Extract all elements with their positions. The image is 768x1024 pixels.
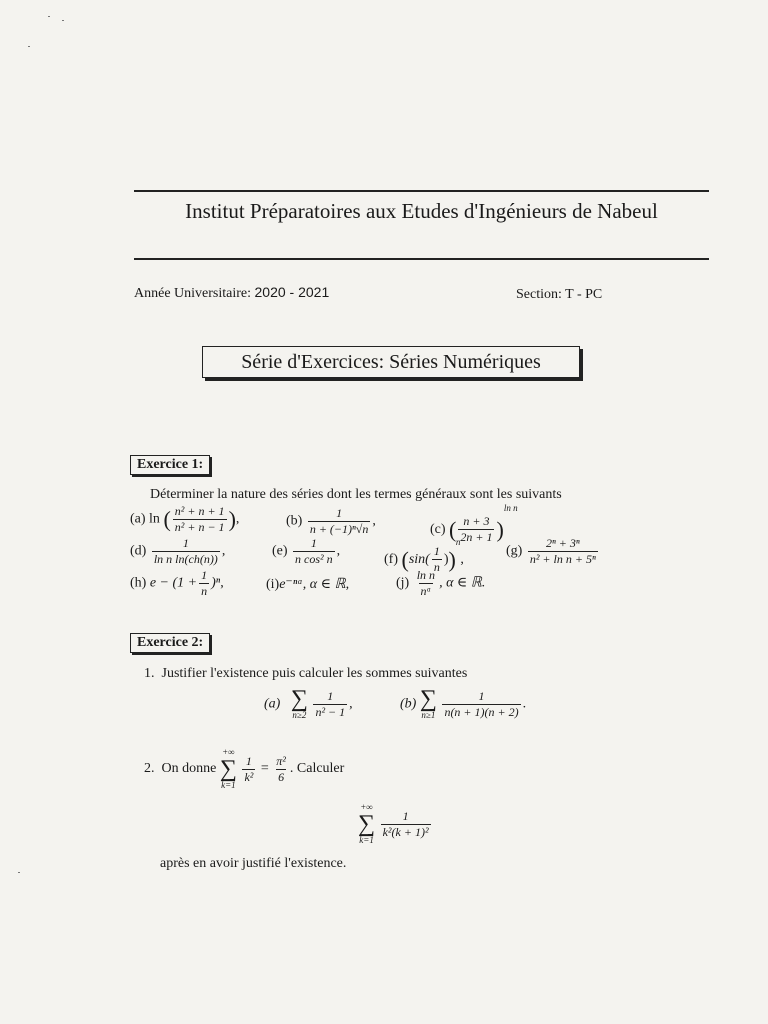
ex1-item-e: (e) $\frac{1}{\text{n cos² n}}$ , bbox=[272, 536, 341, 566]
ex2-sum-a: (a) ∑ n≥2 $\frac{1}{\text{n² − 1}}$ , bbox=[264, 686, 353, 720]
ex1-item-f: (f) (sin( $\frac{1}{n}$ ))$^n$, bbox=[384, 537, 464, 575]
institution-title: Institut Préparatoires aux Etudes d'Ingénieurs de Nabeul bbox=[185, 199, 658, 223]
exercise1-label: Exercice 1: bbox=[130, 455, 210, 475]
serie-title: Série d'Exercices: Séries Numériques bbox=[202, 346, 580, 378]
year-label: Année Universitaire: bbox=[134, 286, 252, 301]
year-value: 2020 - 2021 bbox=[254, 284, 330, 300]
section-label: Section: bbox=[516, 287, 562, 302]
ex2-question2: 2. On donne +∞ ∑ k=1 $\frac{1}{\text{k²}}$ = $\frac{\text{π²}}{6}$ . Calculer bbox=[144, 747, 345, 790]
header-top-rule bbox=[134, 190, 709, 192]
ex2-question1: 1. Justifier l'existence puis calculer les sommes suivantes bbox=[144, 666, 468, 681]
ex1-item-h: (h) e − (1 + $\frac{1}{n}$ )ⁿ, bbox=[130, 568, 224, 598]
section-info bbox=[516, 287, 602, 303]
section-value: T - PC bbox=[565, 287, 603, 302]
ex1-item-g: (g) $\frac{\text{2ⁿ + 3ⁿ}}{\text{n² + ln n + 5ⁿ}}$ bbox=[506, 536, 596, 566]
academic-year bbox=[134, 284, 329, 302]
ex2-sum-b: (b) ∑ n≥1 $\frac{1}{n(n + 1)(n + 2)}$ . bbox=[400, 686, 527, 720]
exercise2-label: Exercice 2: bbox=[130, 633, 210, 653]
ex2-big-sum: +∞ ∑ k=1 $\frac{1}{\text{k²(k + 1)²}}$ bbox=[358, 802, 429, 845]
header-bottom-rule bbox=[134, 258, 709, 260]
scan-speck bbox=[18, 872, 20, 873]
ex1-item-d: (d) $\frac{1}{\text{ln n ln(ch(n))}}$ , bbox=[130, 536, 226, 566]
ex1-item-b: (b) $\frac{1}{\text{n + (−1)ⁿ√n}}$ , bbox=[286, 506, 376, 536]
ex1-item-c: (c) ( $\frac{n + 3}{2n + 1}$ )$^{ln n}$ bbox=[430, 503, 518, 545]
scan-speck bbox=[62, 20, 64, 21]
scan-speck bbox=[48, 16, 50, 17]
ex1-item-i: (i)e⁻ⁿᵅ, α ∈ ℝ, bbox=[266, 577, 350, 592]
scan-speck bbox=[28, 46, 30, 47]
ex1-item-a: (a) ln ( $\frac{\text{n² + n + 1}}{\text{n² + n − 1}}$ ), bbox=[130, 504, 240, 534]
ex1-item-j: (j) $\frac{\text{ln n}}{\text{nᵅ}}$ , α ∈ ℝ. bbox=[396, 568, 486, 598]
ex2-after-text: après en avoir justifié l'existence. bbox=[160, 856, 347, 871]
exercise1-intro: Déterminer la nature des séries dont les termes généraux sont les suivants bbox=[150, 487, 562, 502]
